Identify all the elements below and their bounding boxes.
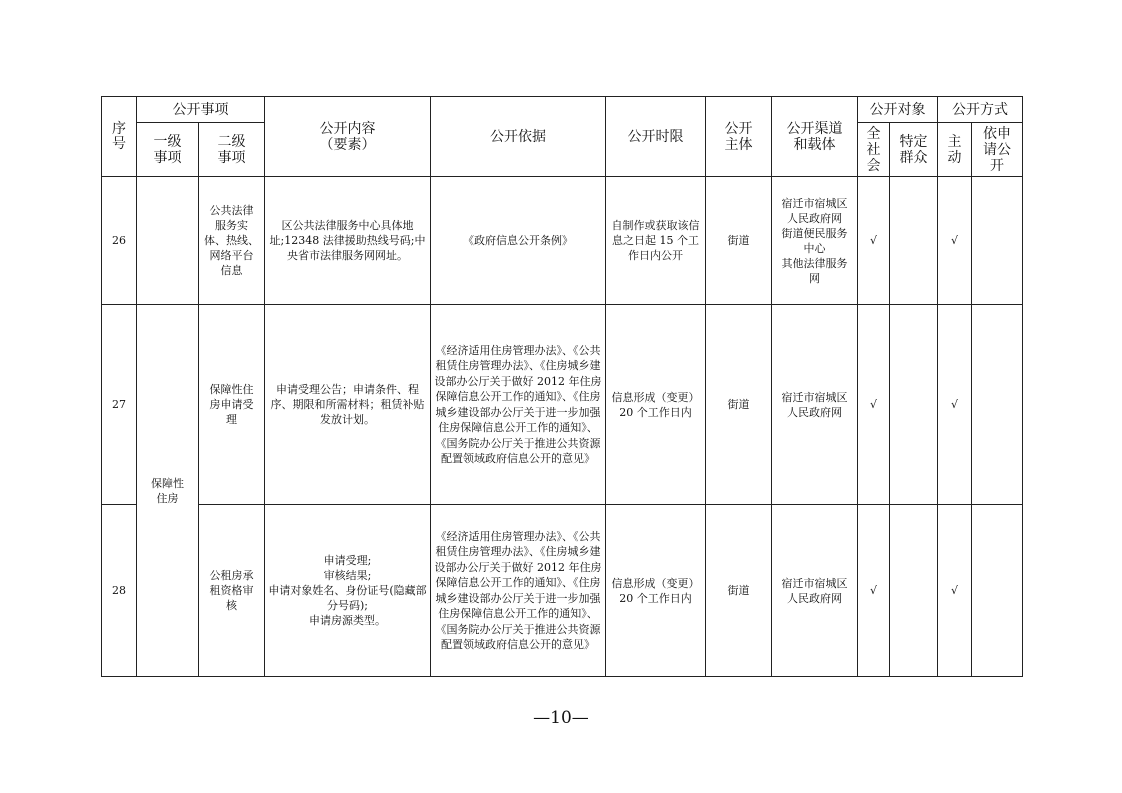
row-method-active: √	[938, 177, 972, 305]
row-audience-specific	[890, 505, 938, 677]
row-audience-all: √	[858, 505, 890, 677]
row-level2: 保障性住 房申请受 理	[199, 305, 265, 505]
row-audience-all: √	[858, 305, 890, 505]
row-time-limit: 自制作或获取该信息之日起 15 个工作日内公开	[606, 177, 706, 305]
row-seq: 26	[102, 177, 137, 305]
row-subject: 街道	[706, 177, 772, 305]
row-level2: 公共法律 服务实 体、热线、 网络平台 信息	[199, 177, 265, 305]
table-row	[102, 305, 1023, 505]
row-seq: 28	[102, 505, 137, 677]
header-basis: 公开依据	[431, 97, 606, 177]
row-content: 申请受理公告；申请条件、程序、期限和所需材料；租赁补贴发放计划。	[265, 305, 431, 505]
header-audience-group: 公开对象	[858, 97, 938, 123]
row-channel: 宿迁市宿城区 人民政府网 街道便民服务 中心 其他法律服务 网	[772, 177, 858, 305]
header-audience-all: 全 社 会	[858, 123, 890, 177]
row-method-active: √	[938, 505, 972, 677]
row-time-limit: 信息形成（变更） 20 个工作日内	[606, 505, 706, 677]
row-level2: 公租房承 租资格审 核	[199, 505, 265, 677]
header-items-group: 公开事项	[137, 97, 265, 123]
row-audience-specific	[890, 177, 938, 305]
row-content: 申请受理; 审核结果; 申请对象姓名、身份证号(隐藏部分号码); 申请房源类型。	[265, 505, 431, 677]
header-channel: 公开渠道 和载体	[772, 97, 858, 177]
table-row	[102, 505, 1023, 677]
row-basis: 《政府信息公开条例》	[431, 177, 606, 305]
header-method-request: 依申 请公 开	[972, 123, 1023, 177]
row-level1	[137, 177, 199, 305]
table-row	[102, 177, 1023, 305]
header-subject: 公开 主体	[706, 97, 772, 177]
row-content: 区公共法律服务中心具体地址;12348 法律援助热线号码;中央省市法律服务网网址。	[265, 177, 431, 305]
row-subject: 街道	[706, 505, 772, 677]
header-seq-text: 序号	[112, 120, 126, 152]
header-method-active: 主 动	[938, 123, 972, 177]
page-number: —10—	[533, 708, 589, 728]
header-seq	[102, 97, 137, 177]
row-method-request	[972, 505, 1023, 677]
row-level1-merged: 保障性 住房	[137, 305, 199, 677]
row-channel: 宿迁市宿城区 人民政府网	[772, 505, 858, 677]
disclosure-table	[101, 96, 1023, 677]
row-channel: 宿迁市宿城区 人民政府网	[772, 305, 858, 505]
row-subject: 街道	[706, 305, 772, 505]
row-method-active: √	[938, 305, 972, 505]
row-method-request	[972, 305, 1023, 505]
header-audience-specific: 特定 群众	[890, 123, 938, 177]
header-method-group: 公开方式	[938, 97, 1023, 123]
row-seq: 27	[102, 305, 137, 505]
row-basis: 《经济适用住房管理办法》、《公共租赁住房管理办法》、《住房城乡建设部办公厅关于做好 2012 年住房保障信息公开工作的通知》、《住房城乡建设部办公厅关于进一步加强住房保障信息公开工作的通知》、《国务院办公厅关于推进公共资源配置领域政府信息公开的意见》	[431, 305, 606, 505]
header-time-limit: 公开时限	[606, 97, 706, 177]
row-time-limit: 信息形成（变更） 20 个工作日内	[606, 305, 706, 505]
row-method-request	[972, 177, 1023, 305]
header-content: 公开内容 （要素）	[265, 97, 431, 177]
row-audience-all: √	[858, 177, 890, 305]
header-level1: 一级 事项	[137, 123, 199, 177]
row-audience-specific	[890, 305, 938, 505]
row-basis: 《经济适用住房管理办法》、《公共租赁住房管理办法》、《住房城乡建设部办公厅关于做好 2012 年住房保障信息公开工作的通知》、《住房城乡建设部办公厅关于进一步加强住房保障信息公开工作的通知》、《国务院办公厅关于推进公共资源配置领域政府信息公开的意见》	[431, 505, 606, 677]
header-level2: 二级 事项	[199, 123, 265, 177]
